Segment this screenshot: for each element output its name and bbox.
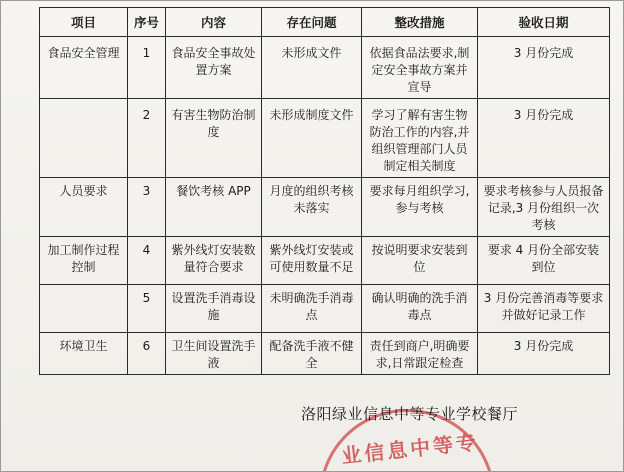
cell-item: 加工制作过程控制: [40, 237, 128, 285]
cell-problem: 月度的组织考核未落实: [262, 178, 362, 237]
rectification-table: [39, 7, 610, 375]
cell-num: 5: [128, 285, 166, 333]
cell-num: 6: [128, 333, 166, 375]
cell-measure: 按说明要求安装到位: [362, 237, 478, 285]
cell-problem: 未明确洗手消毒点: [262, 285, 362, 333]
cell-content: 设置洗手消毒设施: [166, 285, 262, 333]
cell-num: 4: [128, 237, 166, 285]
table-row: [40, 237, 610, 285]
header-row: [40, 8, 610, 37]
cell-item: 环境卫生: [40, 333, 128, 375]
cell-measure: 学习了解有害生物防治工作的内容,并组织管理部门人员制定相关制度: [362, 99, 478, 178]
cell-num: 2: [128, 99, 166, 178]
cell-item: 人员要求: [40, 178, 128, 237]
cell-date: 要求考核参与人员报备记录,3 月份组织一次考核: [478, 178, 610, 237]
cell-problem: 配备洗手液不健全: [262, 333, 362, 375]
cell-date: 3 月份完成: [478, 99, 610, 178]
cell-content: 餐饮考核 APP: [166, 178, 262, 237]
cell-content: 有害生物防治制度: [166, 99, 262, 178]
cell-content: 卫生间设置洗手液: [166, 333, 262, 375]
header-problem: 存在问题: [262, 8, 362, 37]
cell-num: 3: [128, 178, 166, 237]
cell-measure: 依据食品法要求,制定安全事故方案并宣导: [362, 37, 478, 99]
cell-date: 3 月份完成: [478, 333, 610, 375]
table-row: [40, 99, 610, 178]
cell-content: 食品安全事故处置方案: [166, 37, 262, 99]
seal-text: 业信息中等专: [340, 429, 481, 469]
cell-date: 3 月份完善消毒等要求并做好记录工作: [478, 285, 610, 333]
cell-problem: 未形成制度文件: [262, 99, 362, 178]
cell-measure: 责任到商户,明确要求,日常跟定检查: [362, 333, 478, 375]
header-item: 项目: [40, 8, 128, 37]
cell-num: 1: [128, 37, 166, 99]
cell-date: 3 月份完成: [478, 37, 610, 99]
header-date: 验收日期: [478, 8, 610, 37]
cell-problem: 未形成文件: [262, 37, 362, 99]
table-row: [40, 178, 610, 237]
cell-content: 紫外线灯安装数量符合要求: [166, 237, 262, 285]
cell-item: [40, 285, 128, 333]
table-row: [40, 333, 610, 375]
table-row: [40, 285, 610, 333]
table-row: [40, 37, 610, 99]
cell-problem: 紫外线灯安装或可使用数量不足: [262, 237, 362, 285]
cell-item: [40, 99, 128, 178]
cell-measure: 要求每月组织学习,参与考核: [362, 178, 478, 237]
cell-date: 要求 4 月份全部安装到位: [478, 237, 610, 285]
cell-item: 食品安全管理: [40, 37, 128, 99]
header-content: 内容: [166, 8, 262, 37]
header-num: 序号: [128, 8, 166, 37]
organization-name: 洛阳绿业信息中等专业学校餐厅: [301, 405, 519, 423]
cell-measure: 确认明确的洗手消毒点: [362, 285, 478, 333]
header-measure: 整改措施: [362, 8, 478, 37]
